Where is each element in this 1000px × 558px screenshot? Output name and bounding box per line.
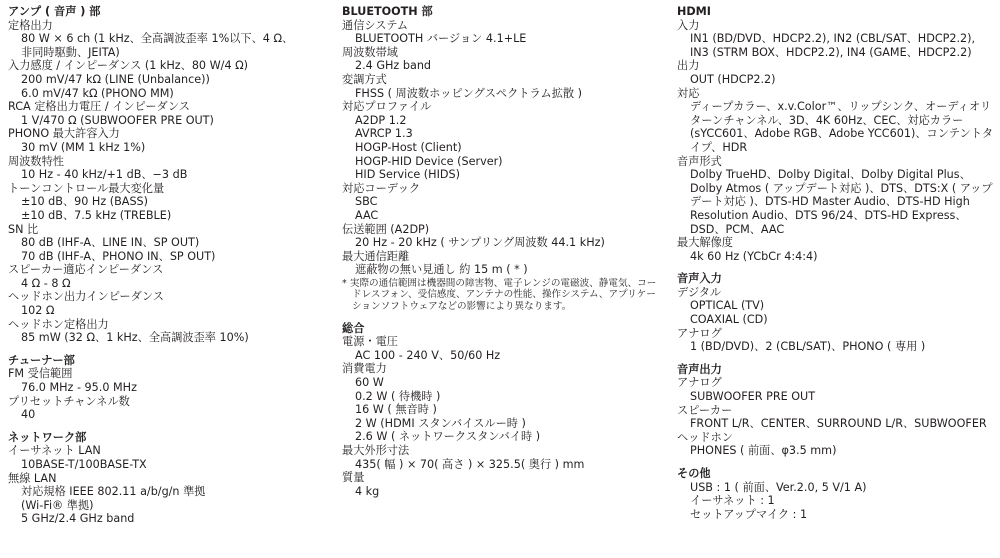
spec-value: 1 (BD/DVD)、2 (CBL/SAT)、PHONO ( 専用 ) xyxy=(690,340,926,354)
section-title: 音声入力 xyxy=(677,272,722,286)
spec-value: 435( 幅 ) × 70( 高さ ) × 325.5( 奥行 ) mm xyxy=(355,457,585,471)
spec-value: AAC xyxy=(355,208,379,222)
spec-value: 20 Hz - 20 kHz ( サンプリング周波数 44.1 kHz) xyxy=(355,236,605,250)
spec-label: 入力 xyxy=(677,18,700,32)
spec-value: IN1 (BD/DVD、HDCP2.2), IN2 (CBL/SAT、HDCP2.2), IN3 (STRM BOX、HDCP2.2), IN4 (GAME、HDCP2.2) xyxy=(690,32,976,59)
spec-label: スピーカー xyxy=(677,403,733,417)
spec-value: SUBWOOFER PRE OUT xyxy=(690,390,816,404)
section-title: ネットワーク部 xyxy=(8,430,87,444)
spec-label: 定格出力 xyxy=(8,18,53,32)
spec-label: ヘッドホン xyxy=(677,430,733,444)
spec-value: A2DP 1.2 xyxy=(355,113,407,127)
spec-value: BLUETOOTH バージョン 4.1+LE xyxy=(355,32,527,46)
section-title: HDMI xyxy=(677,5,711,18)
spec-value: ディープカラー、x.v.Color™、リップシンク、オーディオリターンチャンネル、3D、4K 60Hz、CEC、対応カラー (sYCC601、Adobe RGB、Adobe YCC601)、コンテントタイプ、HDR xyxy=(690,100,994,154)
spec-value: (Wi-Fi® 準拠) xyxy=(21,498,94,512)
spec-label: トーンコントロール最大変化量 xyxy=(8,181,165,195)
spec-section xyxy=(677,5,995,263)
spec-value: 4 kg xyxy=(355,484,380,498)
spec-value: Dolby TrueHD、Dolby Digital、Dolby Digital Plus、Dolby Atmos ( アップデート対応 )、DTS、DTS:X ( アップデート対応 )、DTS-HD Master Audio、DTS-HD High Resolution Audio、DTS 96/24、DTS-HD Express、DSD、PCM、AAC xyxy=(690,168,993,236)
spec-value: 2 W (HDMI スタンバイスルー時 ) xyxy=(355,416,526,430)
spec-label: 最大解像度 xyxy=(677,236,733,250)
spec-value: 76.0 MHz - 95.0 MHz xyxy=(21,381,137,395)
spec-label: デジタル xyxy=(677,285,722,299)
spec-value: 70 dB (IHF-A、PHONO IN、SP OUT) xyxy=(21,249,216,263)
spec-value: 0.2 W ( 待機時 ) xyxy=(355,389,441,403)
spec-label: 周波数特性 xyxy=(8,154,64,168)
spec-value: 4 Ω - 8 Ω xyxy=(21,276,71,290)
spec-column-3 xyxy=(677,5,995,530)
spec-value: OPTICAL (TV) xyxy=(690,299,765,313)
spec-label: FM 受信範囲 xyxy=(8,367,73,381)
spec-value: 200 mV/47 kΩ (LINE (Unbalance)) xyxy=(21,72,210,86)
spec-section xyxy=(677,467,995,521)
spec-value: 4k 60 Hz (YCbCr 4:4:4) xyxy=(690,249,818,263)
spec-value: OUT (HDCP2.2) xyxy=(690,72,776,86)
spec-label: RCA 定格出力電圧 / インピーダンス xyxy=(8,100,190,114)
spec-value: ±10 dB、7.5 kHz (TREBLE) xyxy=(21,208,172,222)
spec-section xyxy=(677,363,995,458)
spec-label: 入力感度 / インピーダンス (1 kHz、80 W/4 Ω) xyxy=(8,59,249,73)
spec-label: スピーカー適応インピーダンス xyxy=(8,263,164,277)
spec-label: 周波数帯域 xyxy=(342,45,398,59)
section-title: チューナー部 xyxy=(8,353,75,367)
spec-section xyxy=(677,272,995,354)
spec-value: 85 mW (32 Ω、1 kHz、全高調波歪率 10%) xyxy=(21,331,249,345)
section-title: BLUETOOTH 部 xyxy=(342,5,433,18)
spec-section xyxy=(8,431,330,526)
spec-section xyxy=(342,5,660,313)
spec-label: 電源・電圧 xyxy=(342,335,398,349)
spec-label: イーサネット LAN xyxy=(8,444,101,458)
spec-value: FHSS ( 周波数ホッピングスペクトラム拡散 ) xyxy=(355,86,583,100)
spec-label: 対応 xyxy=(677,86,700,100)
spec-value: 2.4 GHz band xyxy=(355,59,432,73)
spec-label: 対応コーデック xyxy=(342,181,421,195)
spec-section xyxy=(8,354,330,422)
spec-value: 10BASE-T/100BASE-TX xyxy=(21,458,147,471)
spec-label: 通信システム xyxy=(342,18,409,32)
spec-value: SBC xyxy=(355,195,378,209)
section-title: アンプ ( 音声 ) 部 xyxy=(8,5,101,18)
spec-value: 1 V/470 Ω (SUBWOOFER PRE OUT) xyxy=(21,113,214,127)
spec-label: 変調方式 xyxy=(342,72,387,86)
spec-value: 80 dB (IHF-A、LINE IN、SP OUT) xyxy=(21,236,200,250)
spec-value: 対応規格 IEEE 802.11 a/b/g/n 準拠 xyxy=(21,485,206,499)
spec-value: USB : 1 ( 前面、Ver.2.0, 5 V/1 A) xyxy=(690,480,867,494)
spec-value: 60 W xyxy=(355,376,384,390)
spec-label: 出力 xyxy=(677,59,700,73)
footnote: * 実際の通信範囲は機器間の障害物、電子レンジの電磁波、静電気、コードレスフォン、受信感度、アンテナの性能、操作システム、アプリケーションソフトウェアなどの影響により異なります。 xyxy=(342,277,657,313)
spec-label: アナログ xyxy=(677,376,722,390)
spec-value: 6.0 mV/47 kΩ (PHONO MM) xyxy=(21,86,174,100)
spec-value: イーサネット : 1 xyxy=(690,494,775,508)
spec-label: 最大通信距離 xyxy=(342,249,410,263)
spec-label: プリセットチャンネル数 xyxy=(8,394,130,408)
spec-value: 10 Hz - 40 kHz/+1 dB、−3 dB xyxy=(21,168,188,182)
spec-value: PHONES ( 前面、φ3.5 mm) xyxy=(690,444,837,458)
spec-value: 2.6 W ( ネットワークスタンバイ時 ) xyxy=(355,430,541,444)
spec-label: 伝送範囲 (A2DP) xyxy=(342,222,430,236)
spec-label: 質量 xyxy=(342,471,365,485)
section-title: その他 xyxy=(677,467,711,480)
section-title: 総合 xyxy=(342,321,365,335)
spec-value: 30 mV (MM 1 kHz 1%) xyxy=(21,140,146,154)
spec-value: HID Service (HIDS) xyxy=(355,168,460,182)
spec-value: 40 xyxy=(21,408,36,422)
spec-section xyxy=(8,5,330,345)
spec-value: 102 Ω xyxy=(21,304,55,318)
spec-section xyxy=(342,322,660,499)
spec-value: HOGP-HID Device (Server) xyxy=(355,154,503,168)
spec-value: 5 GHz/2.4 GHz band xyxy=(21,512,135,526)
spec-value: 遮蔽物の無い見通し 約 15 m ( * ) xyxy=(355,263,528,277)
spec-value: HOGP-Host (Client) xyxy=(355,140,462,154)
spec-column-2 xyxy=(342,5,660,507)
spec-label: PHONO 最大許容入力 xyxy=(8,127,120,141)
spec-label: アナログ xyxy=(677,326,722,340)
spec-value: AC 100 - 240 V、50/60 Hz xyxy=(355,348,501,362)
spec-label: 対応プロファイル xyxy=(342,100,432,114)
spec-label: ヘッドホン定格出力 xyxy=(8,317,109,331)
spec-value: 80 W × 6 ch (1 kHz、全高調波歪率 1%以下、4 Ω、 xyxy=(21,32,294,46)
spec-value: FRONT L/R、CENTER、SURROUND L/R、SUBWOOFER xyxy=(690,417,987,431)
spec-label: 音声形式 xyxy=(677,154,722,168)
spec-value: AVRCP 1.3 xyxy=(355,127,413,141)
spec-value: セットアップマイク : 1 xyxy=(690,507,808,521)
spec-label: 最大外形寸法 xyxy=(342,444,410,457)
spec-value: ±10 dB、90 Hz (BASS) xyxy=(21,195,149,209)
spec-label: 無線 LAN xyxy=(8,471,57,485)
spec-label: ヘッドホン出力インピーダンス xyxy=(8,290,164,304)
spec-column-1 xyxy=(8,5,330,535)
spec-label: 消費電力 xyxy=(342,362,387,376)
spec-value: COAXIAL (CD) xyxy=(690,313,768,327)
spec-value: 非同時駆動、JEITA) xyxy=(21,45,120,59)
section-title: 音声出力 xyxy=(677,362,722,376)
spec-value: 16 W ( 無音時 ) xyxy=(355,403,437,417)
spec-label: SN 比 xyxy=(8,222,39,236)
